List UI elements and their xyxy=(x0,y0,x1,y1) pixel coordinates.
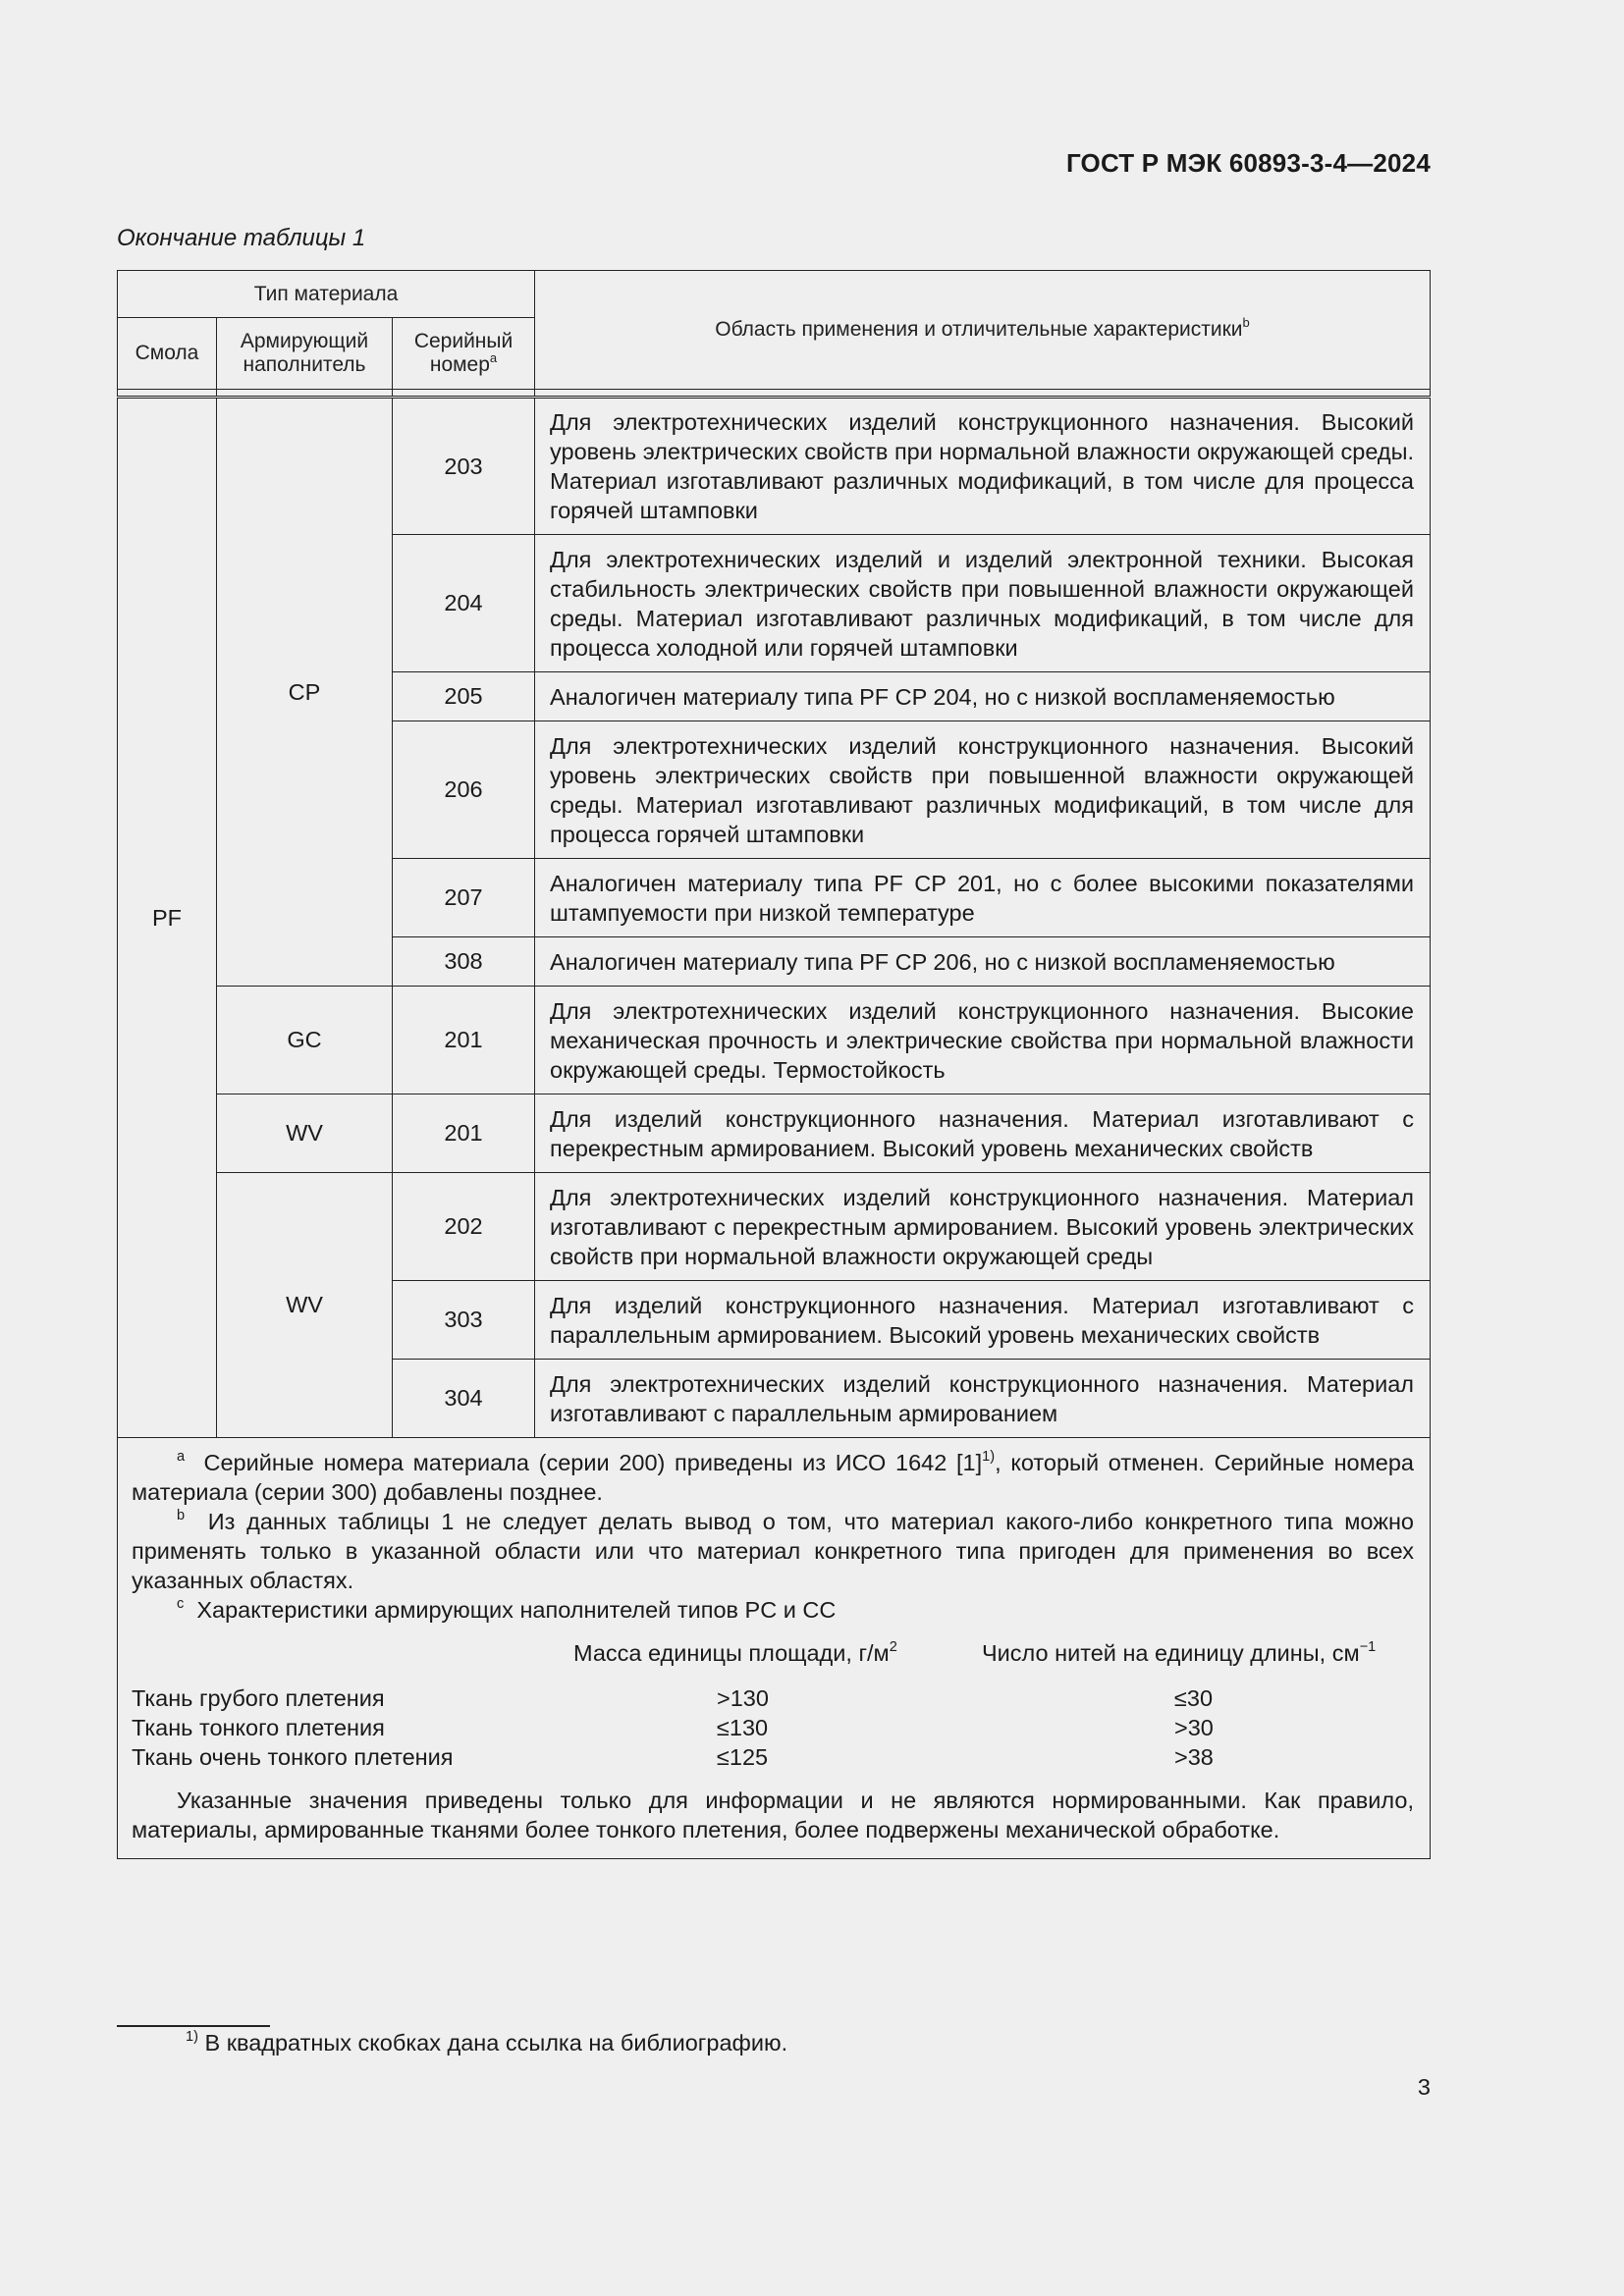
note-final: Указанные значения приведены только для информации и не являются нормированными. Как правило, материалы, армированные тканями более тонкого плетения, более подвержены механической обработке. xyxy=(132,1788,1414,1842)
header-application: Область применения и отличительные характеристики$^b$ xyxy=(535,271,1431,390)
characteristics-row xyxy=(132,1683,1414,1713)
note-b: $^b$ Из данных таблицы 1 не следует делать вывод о том, что материал какого-либо конкретного типа можно применять только в указанной области или что материал конкретного типа пригоден для применения во всех указанных областях. xyxy=(132,1507,1414,1593)
filler-cell-wv: WV xyxy=(217,1095,393,1173)
serial-cell: 202 xyxy=(393,1173,535,1281)
table-row xyxy=(118,987,1431,1095)
document-designation: ГОСТ Р МЭК 60893-3-4—2024 xyxy=(1065,148,1431,178)
threads-column-header: Число нитей на единицу длины, $см^{-1}$ xyxy=(982,1638,1377,1666)
characteristics-row xyxy=(132,1713,1414,1742)
header-serial: Серийный номер$^a$ xyxy=(393,318,535,390)
fabric-name: Ткань очень тонкого плетения xyxy=(132,1744,454,1770)
filler-characteristics-table xyxy=(132,1638,1414,1772)
description-cell: Для электротехнических изделий конструкционного назначения. Материал изготавливают с параллельным армированием xyxy=(535,1360,1431,1438)
description-cell: Для электротехнических изделий конструкционного назначения. Высокий уровень электрических свойств при нормальной влажности окружающей среды. Материал изготавливают различных модификаций, в том числе для процесса горячей штамповки xyxy=(535,398,1431,535)
header-resin: Смола xyxy=(118,318,217,390)
description-cell: Для электротехнических изделий и изделий электронной техники. Высокая стабильность электрических свойств при повышенной влажности окружающей среды. Материал изготавливают различных модификаций, в том числе для процесса холодной или горячей штамповки xyxy=(535,535,1431,672)
serial-cell: 203 xyxy=(393,398,535,535)
fabric-name: Ткань грубого плетения xyxy=(132,1685,385,1711)
serial-cell: 304 xyxy=(393,1360,535,1438)
header-material-type: Тип материала xyxy=(118,271,535,318)
filler-cell-gc: GC xyxy=(217,987,393,1095)
serial-cell: 206 xyxy=(393,721,535,859)
description-cell: Для электротехнических изделий конструкционного назначения. Высокие механическая прочность и электрические свойства при нормальной влажности окружающей среды. Термостойкость xyxy=(535,987,1431,1095)
threads-value: >38 xyxy=(1174,1744,1214,1770)
note-c: $^c$ Характеристики армирующих наполнителей типов PC и CC xyxy=(177,1595,837,1623)
table-row xyxy=(118,1095,1431,1173)
note-a: $^a$ Серийные номера материала (серии 200) приведены из ИСО 1642 $[1]^{1)}$, который отменен. Серийные номера материала (серии 300) добавлены позднее. xyxy=(132,1448,1414,1505)
description-cell: Для электротехнических изделий конструкционного назначения. Высокий уровень электрических свойств при повышенной влажности окружающей среды. Материал изготавливают различных модификаций, в том числе для процесса горячей штамповки xyxy=(535,721,1431,859)
mass-column-header: Масса единицы площади, $г/м^2$ xyxy=(573,1638,897,1666)
header-filler: Армирующий наполнитель xyxy=(217,318,393,390)
serial-cell: 308 xyxy=(393,937,535,987)
serial-cell: 201 xyxy=(393,987,535,1095)
fabric-name: Ткань тонкого плетения xyxy=(132,1715,385,1740)
table-row xyxy=(118,1173,1431,1281)
serial-cell: 204 xyxy=(393,535,535,672)
serial-cell: 303 xyxy=(393,1281,535,1360)
table-notes xyxy=(118,1438,1431,1859)
description-cell: Для электротехнических изделий конструкционного назначения. Материал изготавливают с перекрестным армированием. Высокий уровень электрических свойств при нормальной влажности окружающей среды xyxy=(535,1173,1431,1281)
serial-cell: 205 xyxy=(393,672,535,721)
threads-value: >30 xyxy=(1174,1715,1214,1740)
threads-value: ≤30 xyxy=(1174,1685,1214,1711)
description-cell: Аналогичен материалу типа PF CP 204, но с низкой воспламеняемостью xyxy=(535,672,1431,721)
description-cell: Для изделий конструкционного назначения. Материал изготавливают с параллельным армированием. Высокий уровень механических свойств xyxy=(535,1281,1431,1360)
materials-table xyxy=(117,270,1431,1859)
mass-value: >130 xyxy=(717,1685,769,1711)
page-footnote: $^{1)}$ В квадратных скобках дана ссылка на библиографию. xyxy=(186,2028,788,2056)
description-cell: Аналогичен материалу типа PF CP 201, но с более высокими показателями штампуемости при низкой температуре xyxy=(535,859,1431,937)
resin-cell: PF xyxy=(118,398,217,1438)
characteristics-row xyxy=(132,1742,1414,1772)
serial-cell: 201 xyxy=(393,1095,535,1173)
footnote-divider xyxy=(117,2025,270,2027)
serial-cell: 207 xyxy=(393,859,535,937)
table-row xyxy=(118,398,1431,535)
table-caption: Окончание таблицы 1 xyxy=(117,225,366,251)
table-notes-row xyxy=(118,1438,1431,1859)
description-cell: Для изделий конструкционного назначения. Материал изготавливают с перекрестным армированием. Высокий уровень механических свойств xyxy=(535,1095,1431,1173)
filler-cell-wv: WV xyxy=(217,1173,393,1438)
description-cell: Аналогичен материалу типа PF CP 206, но с низкой воспламеняемостью xyxy=(535,937,1431,987)
mass-value: ≤125 xyxy=(717,1744,769,1770)
mass-value: ≤130 xyxy=(717,1715,769,1740)
page-number: 3 xyxy=(1417,2074,1431,2100)
filler-cell-cp: CP xyxy=(217,398,393,987)
